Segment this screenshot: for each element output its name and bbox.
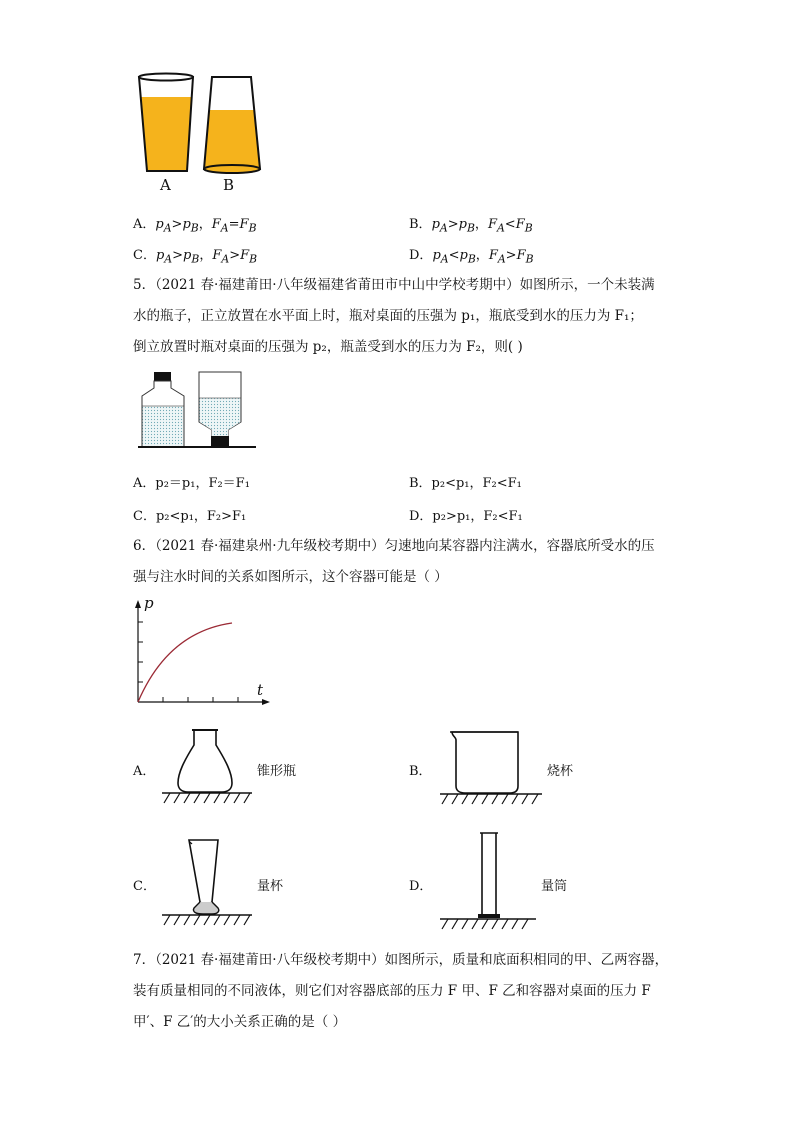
q6-option-d-name: 量筒 <box>541 879 568 894</box>
graph-x-label: t <box>257 681 264 699</box>
q4-option-c[interactable]: C．$p_A>p_B$，$F_A>F_B$ <box>133 248 258 266</box>
conical-flask-figure <box>162 725 254 805</box>
q4-cups-figure <box>130 70 270 200</box>
q5-bottles-figure <box>138 370 256 452</box>
q7-line-3: 甲′、F 乙′的大小关系正确的是（ ） <box>133 1014 347 1030</box>
q4-option-d[interactable]: D．$p_A<p_B$，$F_A>F_B$ <box>409 248 534 266</box>
q7-line-2: 装有质量相同的不同液体，则它们对容器底部的压力 F 甲、F 乙和容器对桌面的压力 F <box>133 983 651 999</box>
q5-option-b[interactable]: B．p₂<p₁，F₂<F₁ <box>409 476 522 491</box>
graduated-cylinder-figure <box>438 830 538 932</box>
q6-option-b-name: 烧杯 <box>547 764 574 779</box>
q5-option-a[interactable]: A．p₂＝p₁，F₂＝F₁ <box>133 476 250 491</box>
q6-line-2: 强与注水时间的关系如图所示，这个容器可能是（ ） <box>133 569 448 585</box>
q6-option-c-name: 量杯 <box>257 879 284 894</box>
q4-option-a[interactable]: A．$p_A>p_B$，$F_A=F_B$ <box>133 217 257 235</box>
q5-line-2: 水的瓶子，正立放置在水平面上时，瓶对桌面的压强为 p₁，瓶底受到水的压力为 F₁； <box>133 308 643 324</box>
q7-line-1: 7．（2021 春·福建莆田·八年级校考期中）如图所示，质量和底面积相同的甲、乙两容器， <box>133 952 669 968</box>
measuring-cup-figure <box>162 836 254 928</box>
q6-option-a-name: 锥形瓶 <box>257 764 297 779</box>
q6-option-b-letter[interactable]: B． <box>409 764 432 779</box>
q5-option-d[interactable]: D．p₂>p₁，F₂<F₁ <box>409 509 523 524</box>
beaker-figure <box>438 726 544 806</box>
q6-option-a-letter[interactable]: A． <box>133 764 156 779</box>
graph-y-label: p <box>144 594 154 612</box>
q6-option-d-letter[interactable]: D． <box>409 879 433 894</box>
q5-line-1: 5．（2021 春·福建莆田·八年级福建省莆田市中山中学校考期中）如图所示，一个未装满 <box>133 277 655 293</box>
cup-label-b: B <box>223 176 235 194</box>
q4-option-b[interactable]: B．$p_A>p_B$，$F_A<F_B$ <box>409 217 533 235</box>
q5-option-c[interactable]: C．p₂<p₁，F₂>F₁ <box>133 509 247 524</box>
q5-line-3: 倒立放置时瓶对桌面的压强为 p₂，瓶盖受到水的压力为 F₂，则( ) <box>133 339 523 355</box>
q6-line-1: 6．（2021 春·福建泉州·九年级校考期中）匀速地向某容器内注满水，容器底所受水的压 <box>133 538 655 554</box>
q6-pressure-graph <box>128 596 278 708</box>
cup-label-a: A <box>160 176 171 194</box>
q6-option-c-letter[interactable]: C． <box>133 879 156 894</box>
